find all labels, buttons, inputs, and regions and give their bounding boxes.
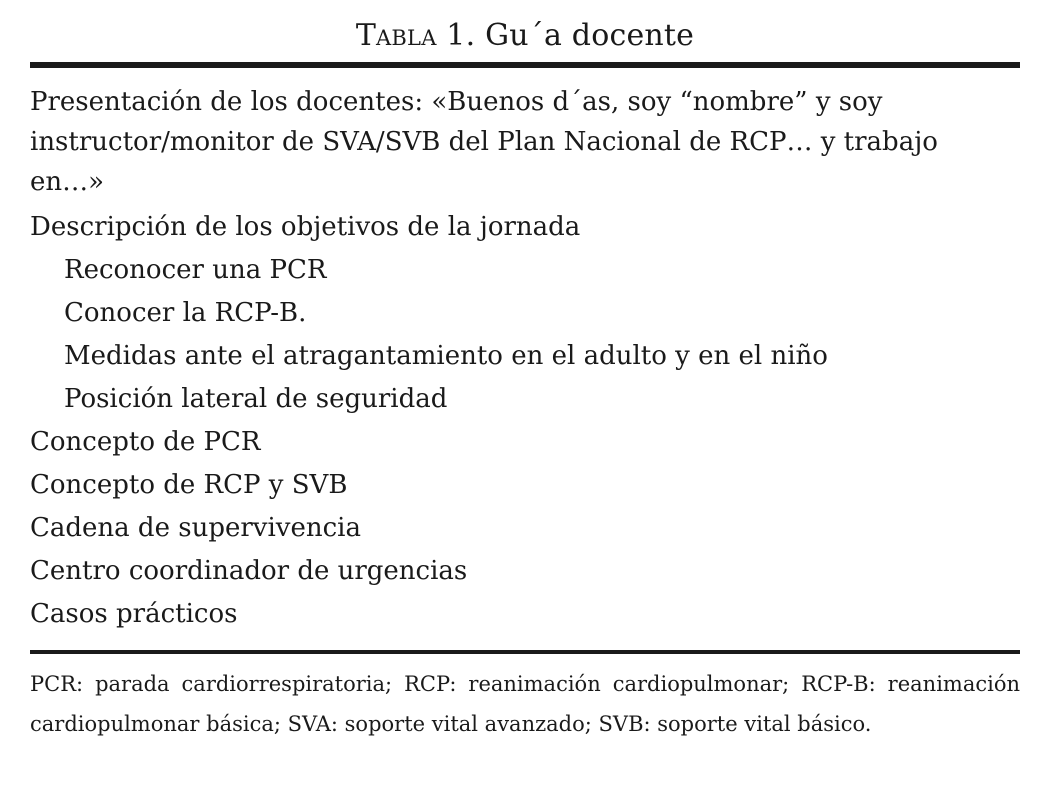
table-footnote: PCR: parada cardiorrespiratoria; RCP: reanimación cardiopulmonar; RCP-B: reanimación cardiopulmonar básica; SVA: soporte vital avanzado; SVB: soporte vital básico. xyxy=(30,672,1020,736)
table-row: Concepto de PCR xyxy=(30,427,261,457)
table-title: Gu´a docente xyxy=(485,18,695,53)
table-row: Concepto de RCP y SVB xyxy=(30,470,348,500)
table-row: Posición lateral de seguridad xyxy=(64,384,448,414)
table-row: Centro coordinador de urgencias xyxy=(30,556,468,586)
table-row: Medidas ante el atragantamiento en el adulto y en el niño xyxy=(64,341,828,371)
table-row: Descripción de los objetivos de la jornada xyxy=(30,212,581,242)
table-body xyxy=(30,68,1020,636)
table-row: Conocer la RCP-B. xyxy=(64,298,307,328)
table-row: Reconocer una PCR xyxy=(64,255,327,285)
table-row: Casos prácticos xyxy=(30,599,238,629)
table-label: Tabla 1. xyxy=(355,18,476,53)
table-row: Cadena de supervivencia xyxy=(30,513,361,543)
table-row: Presentación de los docentes: «Buenos d´as, soy “nombre” y soy instructor/monitor de SVA/SVB del Plan Nacional de RCP… y trabajo en…» xyxy=(30,87,938,197)
table-caption xyxy=(30,0,1020,60)
table-figure xyxy=(30,0,1020,744)
